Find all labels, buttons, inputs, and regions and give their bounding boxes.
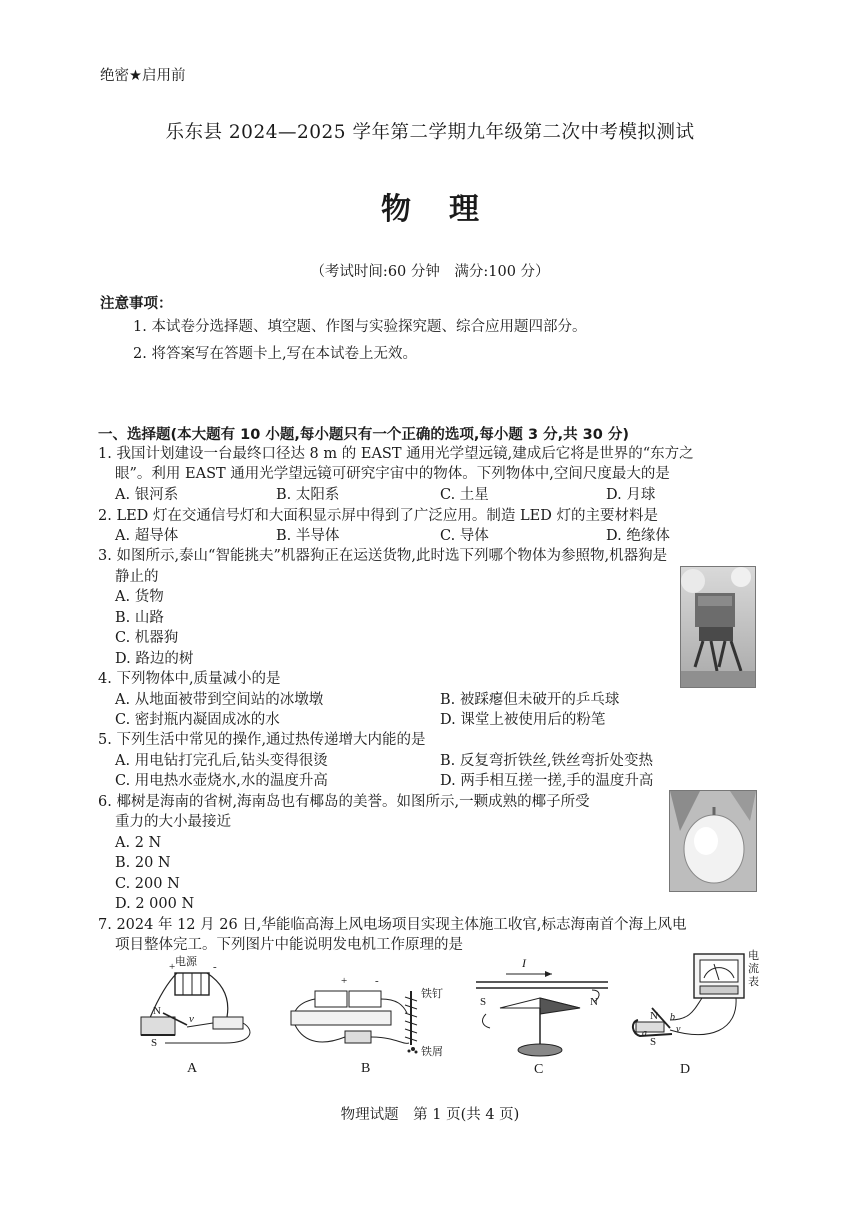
iron-nail-label: 铁钉 xyxy=(421,988,443,1000)
option: D. 两手相互搓一搓,手的温度升高 xyxy=(440,773,654,789)
subject-title: 物理 xyxy=(381,192,517,227)
coconut-photo xyxy=(669,790,757,892)
option: B. 反复弯折铁丝,铁丝弯折处变热 xyxy=(440,753,653,769)
option: D. 课堂上被使用后的粉笔 xyxy=(440,712,606,728)
question-6-text: 6. 椰树是海南的省树,海南岛也有椰岛的美誉。如图所示,一颗成熟的椰子所受 xyxy=(98,794,590,810)
option: D. 2 000 N xyxy=(115,896,195,912)
option: C. 200 N xyxy=(115,876,180,892)
plus-sign: + xyxy=(341,975,348,987)
question-3-text: 3. 如图所示,泰山“智能挑夫”机器狗正在运送货物,此时选下列哪个物体为参照物,机器狗是 xyxy=(98,548,668,564)
question-6-text-cont: 重力的大小最接近 xyxy=(115,814,231,830)
question-7-text-cont: 项目整体完工。下列图片中能说明发电机工作原理的是 xyxy=(115,937,463,953)
power-source-label: 电源 xyxy=(175,956,197,968)
question-5-text: 5. 下列生活中常见的操作,通过热传递增大内能的是 xyxy=(98,732,426,748)
diagram-c xyxy=(472,956,612,1080)
question-2-text: 2. LED 灯在交通信号灯和大面积显示屏中得到了广泛应用。制造 LED 灯的主要材料是 xyxy=(98,508,658,524)
south-pole-label: S xyxy=(151,1037,158,1049)
confidential-mark: 绝密★启用前 xyxy=(100,68,186,84)
option: A. 从地面被带到空间站的冰墩墩 xyxy=(115,692,324,708)
section-heading: 一、选择题(本大题有 10 小题,每小题只有一个正确的选项,每小题 3 分,共 30 分) xyxy=(98,427,630,443)
question-1-text-cont: 眼”。利用 EAST 通用光学望远镜可研究宇宙中的物体。下列物体中,空间尺度最大的是 xyxy=(115,466,670,482)
diagram-d-label: D xyxy=(680,1062,691,1077)
option: A. 用电钻打完孔后,钻头变得很烫 xyxy=(115,753,328,769)
point-b-label: b xyxy=(670,1012,675,1023)
velocity-label: v xyxy=(189,1013,194,1025)
minus-sign: - xyxy=(375,975,379,987)
option: B. 山路 xyxy=(115,610,164,626)
exam-time-info: （考试时间:60 分钟 满分:100 分） xyxy=(310,264,550,280)
robot-dog-photo xyxy=(680,566,756,688)
exam-title: 乐东县 2024—2025 学年第二学期九年级第二次中考模拟测试 xyxy=(165,122,695,143)
diagram-a-label: A xyxy=(187,1061,198,1076)
option: C. 用电热水壶烧水,水的温度升高 xyxy=(115,773,328,789)
option: A. 银河系 xyxy=(115,487,179,503)
notes-heading: 注意事项： xyxy=(100,296,173,312)
diagram-b-label: B xyxy=(361,1061,371,1076)
option: C. 密封瓶内凝固成冰的水 xyxy=(115,712,280,728)
question-4-text: 4. 下列物体中,质量减小的是 xyxy=(98,671,281,687)
point-a-label: a xyxy=(642,1028,647,1039)
question-7-text: 7. 2024 年 12 月 26 日,华能临高海上风电场项目实现主体施工收官,标志海南首个海上风电 xyxy=(98,917,687,933)
minus-sign: - xyxy=(213,961,217,973)
note-item: 1. 本试卷分选择题、填空题、作图与实验探究题、综合应用题四部分。 xyxy=(133,319,587,335)
velocity-label: v xyxy=(676,1024,681,1035)
option: B. 被踩瘪但未破开的乒乓球 xyxy=(440,692,620,708)
diagram-d xyxy=(630,950,770,1080)
option: D. 绝缘体 xyxy=(606,528,670,544)
question-1-text: 1. 我国计划建设一台最终口径达 8 m 的 EAST 通用光学望远镜,建成后它将是世界的“东方之 xyxy=(98,446,694,462)
option: C. 导体 xyxy=(440,528,489,544)
north-pole-label: N xyxy=(650,1010,658,1022)
option: B. 20 N xyxy=(115,855,171,871)
current-label: I xyxy=(522,956,526,970)
plus-sign: + xyxy=(169,961,176,973)
south-pole-label: S xyxy=(480,996,487,1008)
diagram-c-label: C xyxy=(534,1062,544,1077)
option: A. 货物 xyxy=(115,589,164,605)
option: B. 太阳系 xyxy=(276,487,340,503)
option: C. 机器狗 xyxy=(115,630,179,646)
north-pole-label: N xyxy=(590,996,598,1008)
option: C. 土星 xyxy=(440,487,489,503)
diagram-a xyxy=(125,955,265,1080)
page-footer: 物理试题 第 1 页(共 4 页) xyxy=(340,1107,520,1123)
option: D. 路边的树 xyxy=(115,651,194,667)
diagram-b xyxy=(285,975,450,1080)
question-3-text-cont: 静止的 xyxy=(115,569,159,585)
option: A. 超导体 xyxy=(115,528,179,544)
option: A. 2 N xyxy=(115,835,162,851)
option: D. 月球 xyxy=(606,487,656,503)
note-item: 2. 将答案写在答题卡上,写在本试卷上无效。 xyxy=(133,346,418,362)
option: B. 半导体 xyxy=(276,528,340,544)
ammeter-label: 电流表 xyxy=(748,950,759,988)
north-pole-label: N xyxy=(153,1005,161,1017)
iron-filings-label: 铁屑 xyxy=(421,1046,443,1058)
south-pole-label: S xyxy=(650,1036,657,1048)
